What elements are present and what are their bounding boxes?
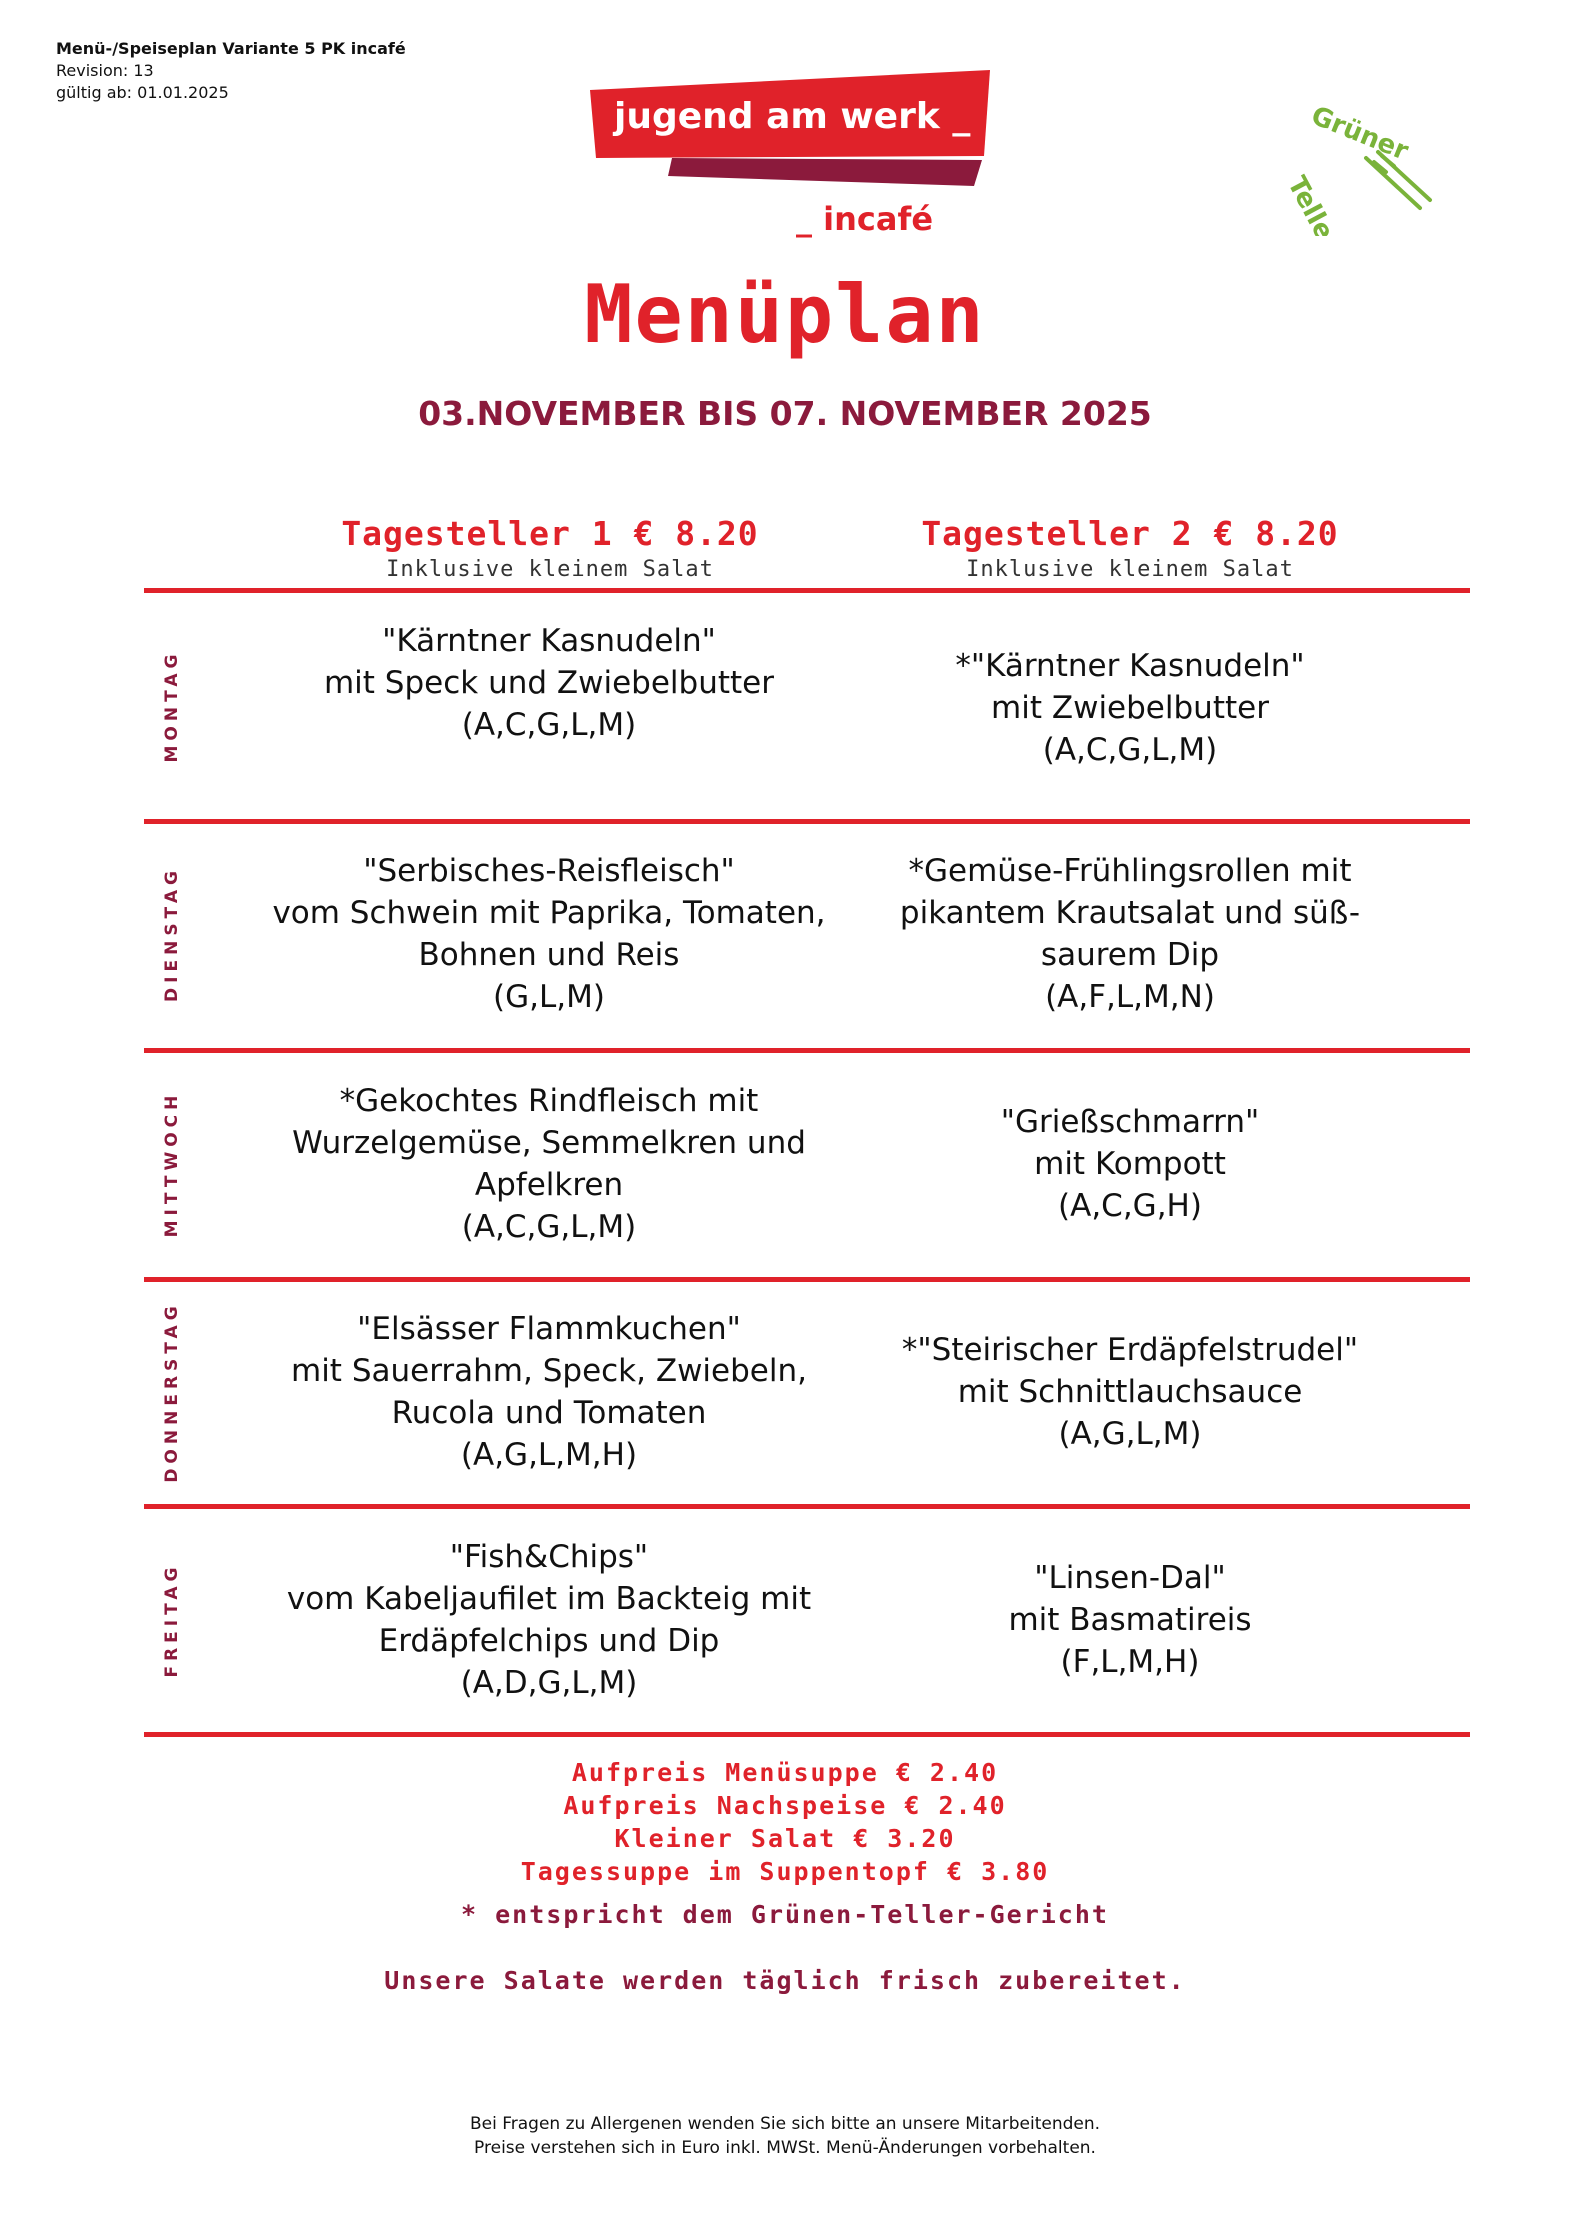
dish-tagesteller-1: "Fish&Chips" vom Kabeljaufilet im Backteig mit Erdäpfelchips und Dip (A,D,G,L,M)	[286, 1539, 812, 1701]
column-subtitle: Inklusive kleinem Salat	[386, 557, 714, 582]
column-price: Tagesteller 2 € 8.20	[921, 514, 1339, 553]
column-header-tagesteller-1	[270, 514, 830, 582]
column-subtitle: Inklusive kleinem Salat	[966, 557, 1294, 582]
divider-line	[144, 1732, 1470, 1737]
valid-from: gültig ab: 01.01.2025	[56, 83, 229, 102]
divider-line	[144, 1277, 1470, 1282]
gruener-teller-logo	[1270, 96, 1450, 236]
dish-tagesteller-2: *"Kärntner Kasnudeln" mit Zwiebelbutter (A,C,G,L,M)	[955, 648, 1305, 768]
dish-tagesteller-2: *"Steirischer Erdäpfelstrudel" mit Schnittlauchsauce (A,G,L,M)	[901, 1332, 1359, 1452]
dish-tagesteller-1: "Serbisches-Reisfleisch" vom Schwein mit Paprika, Tomaten, Bohnen und Reis (G,L,M)	[272, 853, 826, 1015]
logo-sub-text: _ incafé	[796, 200, 934, 238]
document-meta	[56, 38, 406, 104]
jugend-am-werk-logo	[588, 68, 998, 238]
salad-note: Unsere Salate werden täglich frisch zubereitet.	[384, 1966, 1186, 1995]
surcharge-item: Kleiner Salat € 3.20	[614, 1824, 956, 1853]
surcharge-item: Aufpreis Nachspeise € 2.40	[563, 1791, 1007, 1820]
surcharge-item: Aufpreis Menüsuppe € 2.40	[571, 1758, 999, 1787]
footer	[0, 2112, 1570, 2160]
column-header-tagesteller-2	[850, 514, 1410, 582]
footer-line: Bei Fragen zu Allergenen wenden Sie sich bitte an unsere Mitarbeitenden.	[469, 2114, 1101, 2134]
dish-tagesteller-2: "Grießschmarrn" mit Kompott (A,C,G,H)	[1000, 1104, 1260, 1224]
badge-line1: Grüner	[1306, 100, 1413, 167]
divider-line	[144, 588, 1470, 593]
divider-line	[144, 1048, 1470, 1053]
page-title: Menüplan	[584, 268, 986, 361]
column-price: Tagesteller 1 € 8.20	[341, 514, 759, 553]
green-plate-note: * entspricht dem Grünen-Teller-Gericht	[461, 1900, 1109, 1929]
dish-tagesteller-1: "Kärntner Kasnudeln" mit Speck und Zwiebelbutter (A,C,G,L,M)	[323, 623, 774, 743]
dish-tagesteller-2: "Linsen-Dal" mit Basmatireis (F,L,M,H)	[1008, 1560, 1252, 1680]
revision: Revision: 13	[56, 61, 154, 80]
footer-line: Preise verstehen sich in Euro inkl. MWSt. Menü-Änderungen vorbehalten.	[474, 2138, 1096, 2158]
badge-line2: Teller	[1281, 171, 1346, 236]
dish-tagesteller-1: "Elsässer Flammkuchen" mit Sauerrahm, Speck, Zwiebeln, Rucola und Tomaten (A,G,L,M,H)	[291, 1311, 807, 1473]
document-title: Menü-/Speiseplan Variante 5 PK incafé	[56, 39, 406, 58]
logo-brand-text: jugend am werk _	[614, 96, 971, 137]
dish-tagesteller-2: *Gemüse-Frühlingsrollen mit pikantem Krautsalat und süß- saurem Dip (A,F,L,M,N)	[899, 853, 1361, 1015]
dish-tagesteller-1: *Gekochtes Rindfleisch mit Wurzelgemüse, Semmelkren und Apfelkren (A,C,G,L,M)	[292, 1083, 806, 1245]
divider-line	[144, 1504, 1470, 1509]
surcharge-list	[0, 1756, 1570, 1888]
date-range: 03.NOVEMBER BIS 07. NOVEMBER 2025	[418, 394, 1152, 433]
surcharge-item: Tagessuppe im Suppentopf € 3.80	[520, 1857, 1050, 1886]
divider-line	[144, 819, 1470, 824]
